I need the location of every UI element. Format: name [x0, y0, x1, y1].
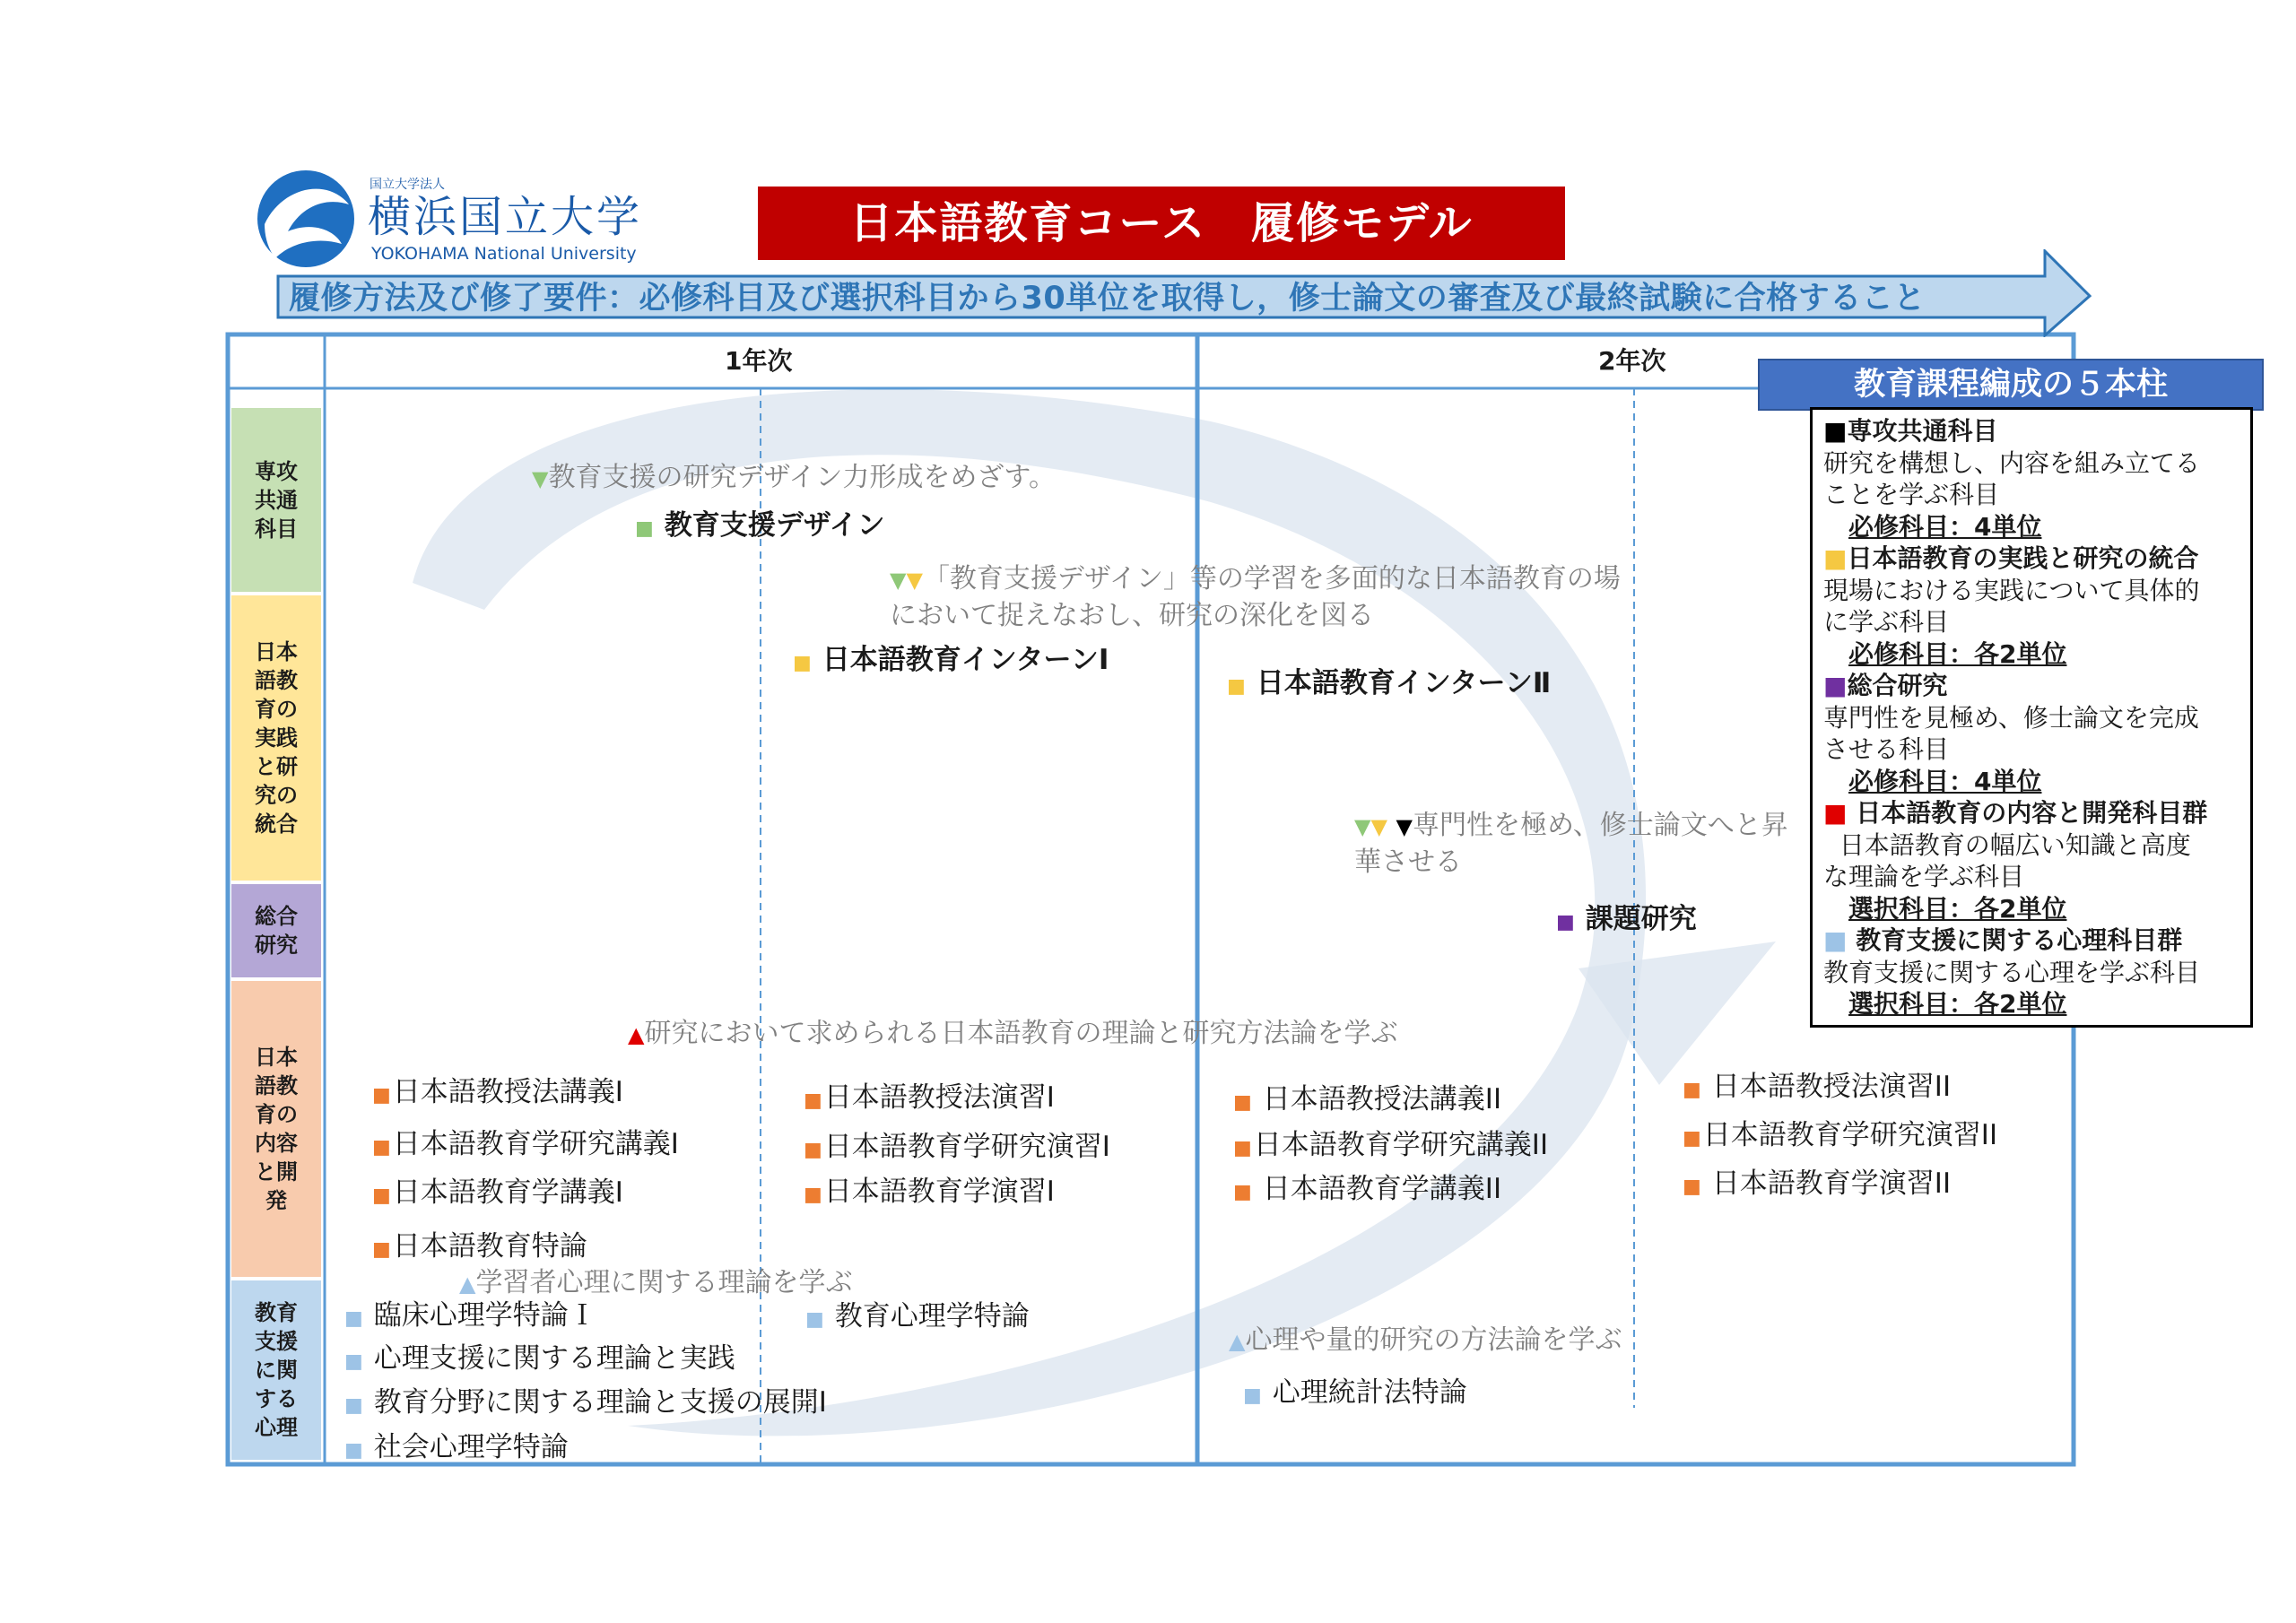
orange-square-icon: ■	[1233, 1181, 1252, 1203]
course-item: ■日本語教育特論	[372, 1230, 587, 1263]
legend-item-title: ■専攻共通科目	[1823, 416, 1998, 446]
legend-item-requirement: 選択科目：各2単位	[1848, 989, 2067, 1019]
orange-square-icon: ■	[372, 1136, 391, 1159]
lightblue-square-icon: ■	[344, 1350, 363, 1373]
row-label-sougou: 総合研究	[255, 904, 298, 958]
course-intern-1: ■ 日本語教育インターンⅠ	[793, 644, 1109, 676]
course-item: ■日本語教育学研究講義I	[372, 1128, 679, 1160]
course-kadai: ■ 課題研究	[1556, 903, 1697, 935]
course-item: ■ 心理統計法特論	[1243, 1376, 1467, 1409]
black-down-triangle-icon: ▼	[1396, 814, 1413, 839]
green-down-triangle-icon: ▼	[532, 466, 549, 491]
year-1-label: 1年次	[725, 346, 793, 376]
yellow-down-triangle-icon: ▼	[906, 568, 923, 593]
blue-up-triangle-icon: ▲	[1229, 1329, 1246, 1354]
red-up-triangle-icon: ▲	[628, 1022, 645, 1047]
legend-item-title: ■日本語教育の実践と研究の統合	[1823, 543, 2199, 573]
course-item: ■ 社会心理学特論	[344, 1431, 569, 1463]
yellow-square-icon: ■	[793, 652, 812, 674]
legend-item-desc: 現場における実践について具体的	[1823, 575, 2200, 605]
legend-item-requirement: 必修科目：4単位	[1848, 511, 2042, 542]
goal-quantitative: ▲心理や量的研究の方法論を学ぶ	[1229, 1324, 1622, 1356]
legend-item-desc: 研究を構想し、内容を組み立てる	[1823, 447, 2201, 478]
orange-square-icon: ■	[804, 1184, 822, 1206]
legend-item-title: ■総合研究	[1823, 671, 1948, 700]
course-item: ■ 日本語教育学演習II	[1683, 1167, 1952, 1200]
legend-item-desc: に学ぶ科目	[1823, 607, 1950, 637]
course-item: ■ 日本語教育学講義II	[1233, 1173, 1502, 1205]
purple-square-icon: ■	[1556, 911, 1575, 933]
course-intern-2: ■ 日本語教育インターンⅡ	[1227, 667, 1552, 699]
red-square-icon: ■	[1823, 798, 1848, 828]
goal-design: ▼教育支援の研究デザイン力形成をめざす。	[532, 462, 1056, 493]
goal-learner-psychology: ▲学習者心理に関する理論を学ぶ	[459, 1267, 853, 1298]
lightblue-square-icon: ■	[805, 1308, 824, 1331]
course-item: ■日本語教育学研究講義II	[1233, 1129, 1549, 1161]
row-label-senkou: 専攻共通科目	[255, 458, 298, 542]
university-name: 横浜国立大学	[368, 192, 643, 242]
legend-item-desc: ことを学ぶ科目	[1823, 480, 2000, 509]
course-item: ■日本語教育学研究演習I	[804, 1131, 1110, 1163]
orange-square-icon: ■	[372, 1084, 391, 1107]
requirement-text: 履修方法及び修了要件：必修科目及び選択科目から30単位を取得し，修士論文の審査及び最終試験に合格すること	[289, 281, 1926, 317]
lightblue-square-icon: ■	[1243, 1384, 1262, 1407]
lightblue-square-icon: ■	[1823, 925, 1848, 955]
goal-thesis: ▼▼ ▼専門性を極め、修士論文へと昇華させる	[1354, 810, 1788, 878]
course-item: ■日本語教育学演習I	[804, 1176, 1055, 1208]
green-square-icon: ■	[635, 517, 654, 540]
yellow-square-icon: ■	[1823, 543, 1848, 573]
goal-theory: ▲研究において求められる日本語教育の理論と研究方法論を学ぶ	[628, 1018, 1398, 1049]
lightblue-square-icon: ■	[344, 1394, 363, 1417]
green-down-triangle-icon: ▼	[1354, 814, 1371, 839]
legend-item-requirement: 必修科目：4単位	[1848, 766, 2042, 796]
lightblue-square-icon: ■	[344, 1439, 363, 1462]
orange-square-icon: ■	[1683, 1079, 1701, 1101]
goal-intern: ▼▼「教育支援デザイン」等の学習を多面的な日本語教育の場において捉えなおし、研究の深化を図る	[890, 563, 1621, 631]
legend-item-title: ■ 教育支援に関する心理科目群	[1823, 925, 2183, 955]
course-item: ■日本語教育学講義I	[372, 1176, 623, 1209]
orange-square-icon: ■	[372, 1238, 391, 1261]
orange-square-icon: ■	[804, 1089, 822, 1112]
legend-item-requirement: 選択科目：各2単位	[1848, 893, 2067, 924]
blue-up-triangle-icon: ▲	[459, 1271, 476, 1297]
legend-item-desc: 教育支援に関する心理を学ぶ科目	[1823, 957, 2201, 987]
legend-item-desc: 専門性を見極め、修士論文を完成	[1823, 702, 2199, 733]
course-item: ■ 教育心理学特論	[805, 1300, 1030, 1332]
legend-box	[1810, 407, 2253, 1028]
course-item: ■ 教育分野に関する理論と支援の展開I	[344, 1386, 827, 1419]
course-design: ■ 教育支援デザイン	[635, 509, 885, 542]
lightblue-square-icon: ■	[344, 1307, 363, 1330]
row-label-jissen: 日本語教育の実践と研究の統合	[255, 639, 298, 837]
legend-item-requirement: 必修科目：各2単位	[1848, 638, 2067, 669]
legend-header: 教育課程編成の５本柱	[1758, 359, 2264, 411]
orange-square-icon: ■	[1233, 1091, 1252, 1114]
page-title: 日本語教育コース 履修モデル	[758, 187, 1565, 260]
legend-item-desc: な理論を学ぶ科目	[1823, 862, 2025, 891]
yellow-down-triangle-icon: ▼	[1370, 814, 1387, 839]
orange-square-icon: ■	[1683, 1176, 1701, 1198]
legend-item-title: ■ 日本語教育の内容と開発科目群	[1823, 798, 2208, 828]
purple-square-icon: ■	[1823, 671, 1848, 700]
orange-square-icon: ■	[372, 1185, 391, 1207]
black-square-icon: ■	[1823, 416, 1848, 446]
course-item: ■ 日本語教授法講義II	[1233, 1083, 1502, 1115]
yellow-square-icon: ■	[1227, 675, 1246, 698]
legend-item-desc: させる科目	[1823, 734, 1950, 764]
university-name-en: YOKOHAMA National University	[371, 244, 637, 264]
orange-square-icon: ■	[804, 1139, 822, 1161]
logo-small-text: 国立大学法人	[370, 178, 445, 192]
row-label-shinri: 教育支援に関する心理	[255, 1300, 298, 1440]
course-item: ■ 日本語教授法演習II	[1683, 1071, 1952, 1103]
course-item: ■日本語教授法演習I	[804, 1081, 1055, 1114]
green-down-triangle-icon: ▼	[890, 568, 907, 593]
year-2-label: 2年次	[1598, 346, 1666, 376]
course-item: ■ 臨床心理学特論Ｉ	[344, 1299, 596, 1332]
orange-square-icon: ■	[1233, 1137, 1252, 1159]
course-item: ■日本語教育学研究演習II	[1683, 1119, 1998, 1151]
legend-item-desc: 日本語教育の幅広い知識と高度	[1823, 829, 2191, 860]
row-label-naiyou: 日本語教育の内容と開発	[255, 1045, 298, 1213]
orange-square-icon: ■	[1683, 1127, 1701, 1150]
course-item: ■日本語教授法講義I	[372, 1076, 623, 1108]
course-item: ■ 心理支援に関する理論と実践	[344, 1342, 735, 1375]
